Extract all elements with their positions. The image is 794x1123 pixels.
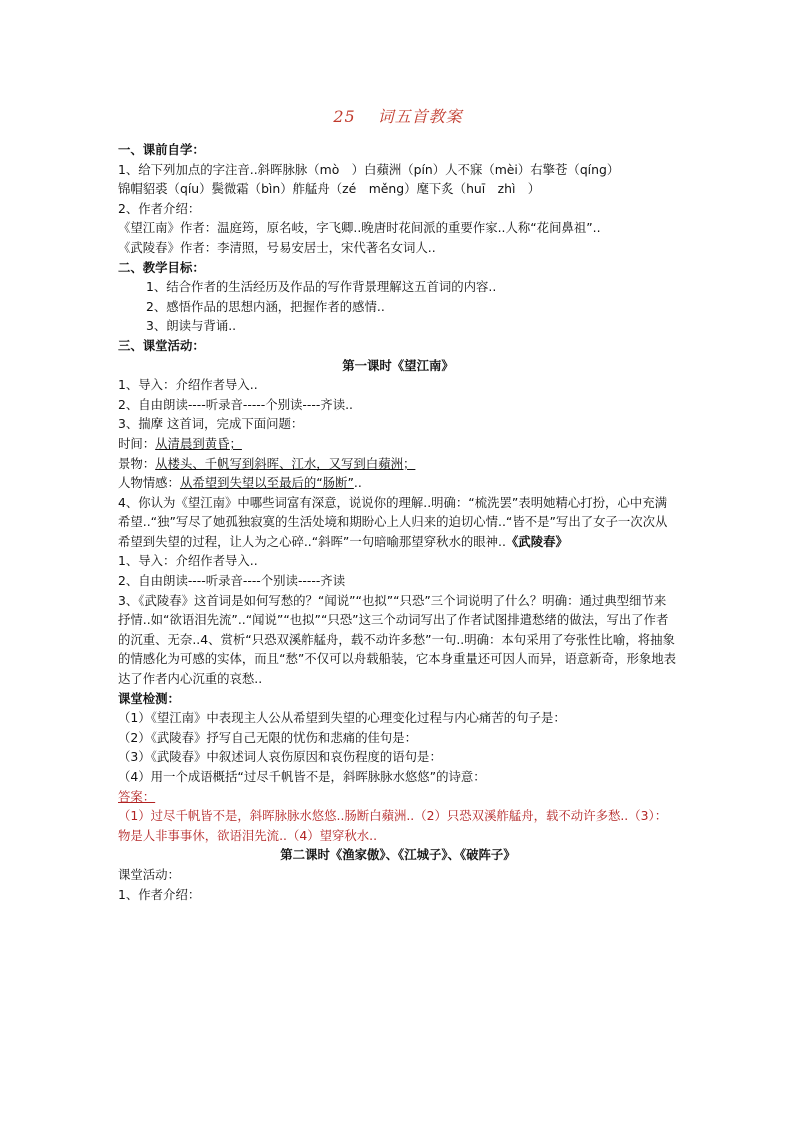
section-heading: 二、教学目标： xyxy=(118,259,205,275)
paragraph: 2、自由朗读----听录音----个别读-----齐读 xyxy=(118,573,346,589)
document-body xyxy=(118,140,678,904)
goal-item: 1、结合作者的生活经历及作品的写作背景理解这五首词的内容.. xyxy=(146,279,497,295)
answer-text: （1）过尽千帆皆不是，斜晖脉脉水悠悠..肠断白蘋洲..（2）只恐双溪舴艋舟，载不动许多愁..（3）：物是人非事事休，欲语泪先流..（4）望穿秋水.. xyxy=(118,808,668,843)
answer-label: 答案： xyxy=(118,788,156,804)
time-line xyxy=(118,434,678,454)
paragraph: 1、作者介绍： xyxy=(118,886,201,902)
title-text: 词五首教案 xyxy=(377,107,463,126)
section-heading: 课堂检测： xyxy=(118,690,180,706)
feel-tail: .. xyxy=(353,475,362,491)
paragraph: 2、作者介绍： xyxy=(118,200,201,216)
page-title xyxy=(118,104,678,127)
paragraph: 课堂活动： xyxy=(118,866,180,882)
time-label: 时间： xyxy=(118,435,156,451)
question: （2）《武陵春》抒写自己无限的忧伤和悲痛的佳句是： xyxy=(118,729,418,745)
lesson-heading-inline: 《武陵春》 xyxy=(505,533,568,549)
section-heading: 一、课前自学： xyxy=(118,142,205,157)
paragraph: 3、揣摩 这首词，完成下面问题： xyxy=(118,416,304,432)
goal-item: 2、感悟作品的思想内涵，把握作者的感情.. xyxy=(146,298,385,314)
lesson-heading: 第一课时《望江南》 xyxy=(342,357,454,373)
feel-line xyxy=(118,473,678,493)
paragraph: 1、导入：介绍作者导入.. xyxy=(118,377,258,393)
goal-item: 3、朗读与背诵.. xyxy=(146,318,237,334)
feel-label: 人物情感： xyxy=(118,475,180,491)
section-heading: 三、课堂活动： xyxy=(118,337,205,353)
paragraph: 1、导入：介绍作者导入.. xyxy=(118,553,258,569)
scene-label: 景物： xyxy=(118,455,156,471)
paragraph: 《武陵春》作者：李清照，号易安居士，宋代著名女词人.. xyxy=(118,239,436,255)
paragraph xyxy=(118,493,678,552)
paragraph: 3、《武陵春》这首词是如何写愁的？“闻说”“也拟”“只恐”三个词说明了什么？明确：通过典型细节来抒情..如“欲语泪先流”..“闻说”“也拟”“只恐”这三个动词写出了作者试图排遣愁绪的做法，写出了作者的沉重、无奈..4、赏析“只恐双溪舴艋舟，载不动许多愁”一句..明确：本句采用了夸张性比喻，将抽象的情感化为可感的实体，而且“愁”不仅可以舟载船装，它本身重量还可因人而异，语意新奇，形象地表达了作者内心沉重的哀愁.. xyxy=(118,592,677,687)
paragraph: 锦帽貂裘（qíu）鬓微霜（bìn）舴艋舟（zé měng）麾下炙（huī zhì ） xyxy=(118,181,541,197)
scene-value: 从楼头、千帆写到斜晖、江水，又写到白蘋洲； xyxy=(155,455,416,471)
analysis-text: 4、你认为《望江南》中哪些词富有深意，说说你的理解..明确：“梳洗罢”表明她精心打扮，心中充满希望..“独”写尽了她孤独寂寞的生活处境和期盼心上人归来的迫切心情..“皆不是”写出了女子一次次从希望到失望的过程，让人为之心碎..“斜晖”一句暗喻那望穿秋水的眼神.. xyxy=(118,494,668,549)
question: （3）《武陵春》中叙述词人哀伤原因和哀伤程度的语句是： xyxy=(118,749,442,765)
paragraph: 《望江南》作者：温庭筠，原名岐，字飞卿..晚唐时花间派的重要作家..人称“花间鼻祖”.. xyxy=(118,220,601,236)
question: （4）用一个成语概括“过尽千帆皆不是，斜晖脉脉水悠悠”的诗意： xyxy=(118,769,486,784)
paragraph: 2、自由朗读----听录音-----个别读----齐读.. xyxy=(118,396,353,412)
time-value: 从清晨到黄昏； xyxy=(155,435,242,451)
title-number: 25 xyxy=(333,107,356,126)
paragraph: 1、给下列加点的字注音..斜晖脉脉（mò ）白蘋洲（pín）人不寐（mèi）右擎苍（qíng） xyxy=(118,161,620,177)
scene-line xyxy=(118,454,678,474)
question: （1）《望江南》中表现主人公从希望到失望的心理变化过程与内心痛苦的句子是： xyxy=(118,710,566,726)
lesson-heading: 第二课时《渔家傲》、《江城子》、《破阵子》 xyxy=(280,847,516,863)
feel-value: 从希望到失望以至最后的“肠断” xyxy=(179,475,354,491)
